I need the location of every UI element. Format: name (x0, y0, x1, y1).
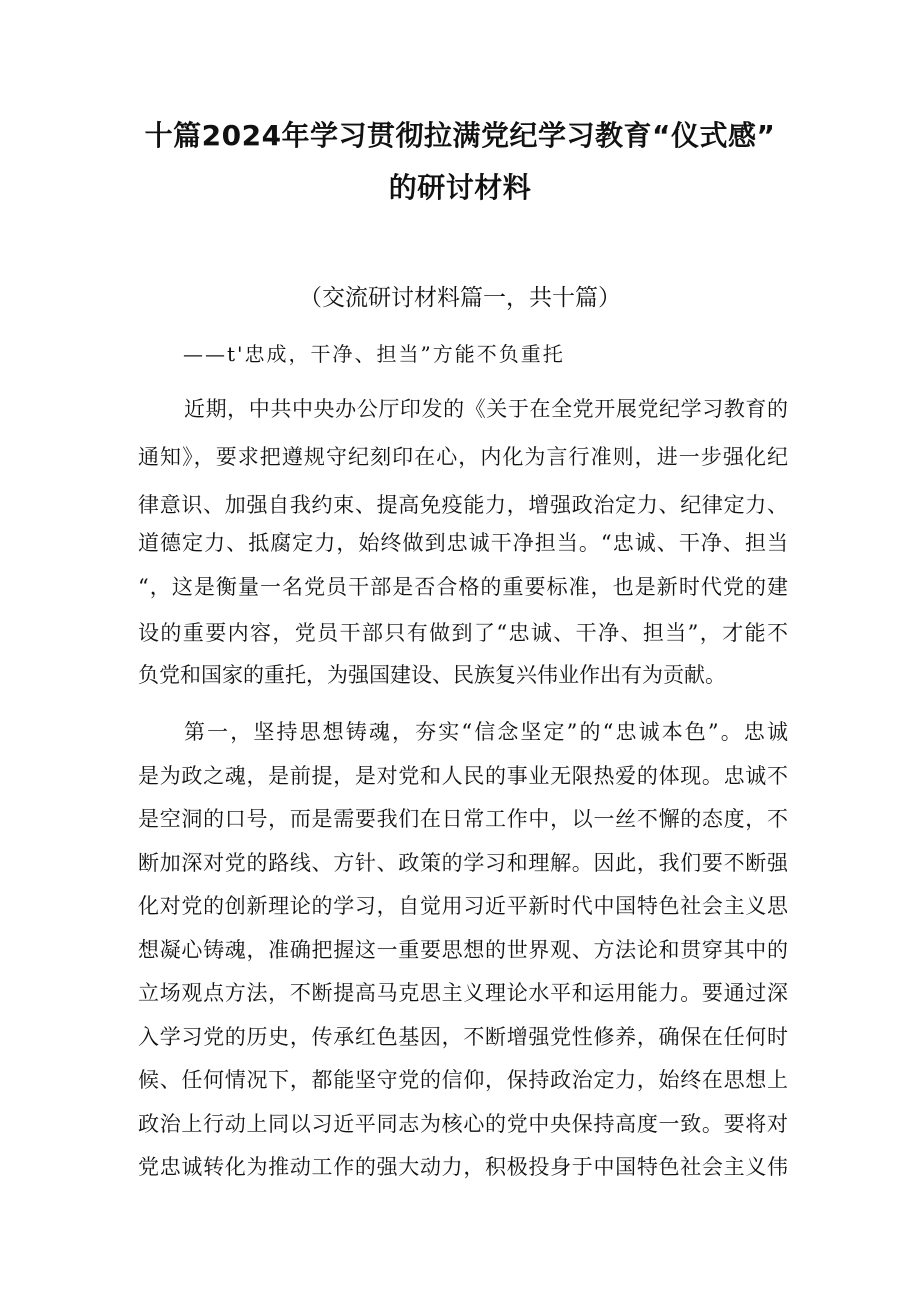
document-subtitle: （交流研讨材料篇一，共十篇） (299, 285, 621, 311)
paragraph-line: 是为政之魂，是前提，是对党和人民的事业无限热爱的体现。忠诚不 (138, 764, 788, 788)
paragraph-line: 候、任何情况下，都能坚守党的信仰，保持政治定力，始终在思想上 (138, 1068, 788, 1092)
paragraph-line: 断加深对党的路线、方针、政策的学习和理解。因此，我们要不断强 (138, 851, 788, 875)
paragraph-line: 道德定力、抵腐定力，始终做到忠诚干净担当。“忠诚、干净、担当 (138, 531, 788, 555)
section-heading: ——t'忠成，干净、担当”方能不负重托 (183, 342, 565, 366)
paragraph-line: 立场观点方法，不断提高马克思主义理论水平和运用能力。要通过深 (138, 981, 788, 1005)
paragraph-line: 律意识、加强自我约束、提高免疫能力，增强政治定力、纪律定力、 (138, 493, 788, 517)
document-title-line2: 的研讨材料 (388, 171, 532, 204)
paragraph-line: 是空洞的口号，而是需要我们在日常工作中，以一丝不懈的态度，不 (138, 807, 788, 831)
paragraph-line: 党忠诚转化为推动工作的强大动力，积极投身于中国特色社会主义伟 (138, 1155, 788, 1179)
paragraph-line: “，这是衡量一名党员干部是否合格的重要标准，也是新时代党的建 (138, 575, 788, 599)
paragraph-line: 第一，坚持思想铸魂，夯实“信念坚定”的“忠诚本色”。忠诚 (184, 720, 788, 744)
document-title-line1: 十篇2024年学习贯彻拉满党纪学习教育“仪式感” (144, 119, 776, 152)
paragraph-line: 入学习党的历史，传承红色基因，不断增强党性修养，确保在任何时 (138, 1025, 788, 1049)
paragraph-line: 通知》，要求把遵规守纪刻印在心，内化为言行准则，进一步强化纪 (138, 445, 788, 469)
paragraph-line: 政治上行动上同以习近平同志为核心的党中央保持高度一致。要将对 (138, 1112, 788, 1136)
paragraph-line: 想凝心铸魂，准确把握这一重要思想的世界观、方法论和贯穿其中的 (138, 938, 788, 962)
paragraph-line: 近期，中共中央办公厅印发的《关于在全党开展党纪学习教育的 (184, 397, 788, 421)
paragraph-line: 设的重要内容，党员干部只有做到了“忠诚、干净、担当”，才能不 (138, 621, 788, 645)
paragraph-line: 化对党的创新理论的学习，自觉用习近平新时代中国特色社会主义思 (138, 894, 788, 918)
paragraph-line: 负党和国家的重托，为强国建设、民族复兴伟业作出有为贡献。 (138, 663, 726, 687)
